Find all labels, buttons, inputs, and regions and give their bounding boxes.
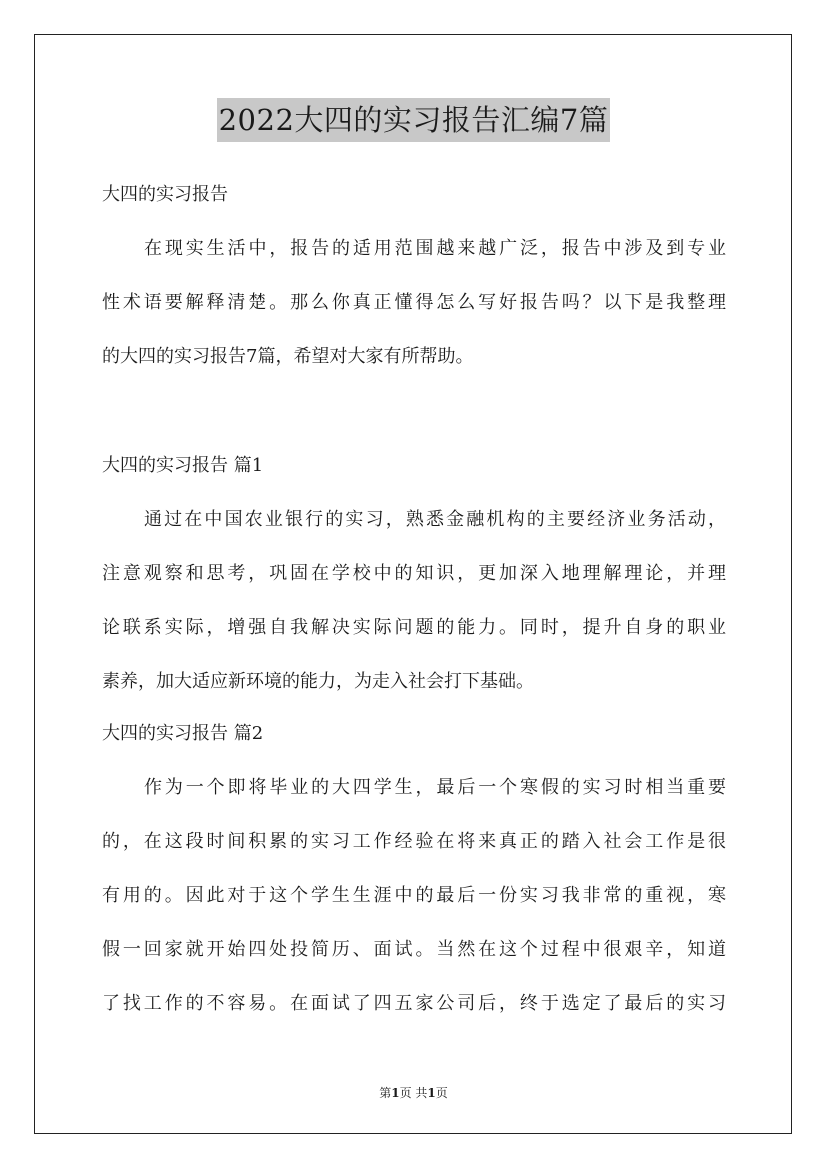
paragraph-line: 性术语要解释清楚。那么你真正懂得怎么写好报告吗？以下是我整理 (102, 292, 726, 313)
paragraph-line: 注意观察和思考，巩固在学校中的知识，更加深入地理解理论，并理 (102, 563, 726, 584)
paragraph-line: 的，在这段时间积累的实习工作经验在将来真正的踏入社会工作是很 (102, 831, 726, 852)
title-container (0, 98, 827, 142)
paragraph-line: 素养，加大适应新环境的能力，为走入社会打下基础。 (102, 671, 534, 692)
paragraph-line: 的大四的实习报告7篇，希望对大家有所帮助。 (102, 346, 474, 367)
paragraph-line: 在现实生活中，报告的适用范围越来越广泛，报告中涉及到专业 (144, 238, 726, 259)
paragraph-line: 论联系实际，增强自我解决实际问题的能力。同时，提升自身的职业 (102, 617, 726, 638)
paragraph-line: 作为一个即将毕业的大四学生，最后一个寒假的实习时相当重要 (144, 777, 726, 798)
footer-total-pages: 1 (427, 1086, 436, 1100)
paragraph-line: 有用的。因此对于这个学生生涯中的最后一份实习我非常的重视，寒 (102, 885, 726, 906)
footer-mid: 页 共 (399, 1086, 428, 1100)
section-heading: 大四的实习报告 篇1 (102, 455, 264, 476)
paragraph-line: 通过在中国农业银行的实习，熟悉金融机构的主要经济业务活动， (144, 509, 726, 530)
document-title: 2022大四的实习报告汇编7篇 (217, 98, 611, 142)
paragraph-line: 假一回家就开始四处投简历、面试。当然在这个过程中很艰辛，知道 (102, 939, 726, 960)
footer-prefix: 第 (379, 1086, 392, 1100)
footer-page-number: 1 (391, 1086, 400, 1100)
section-heading: 大四的实习报告 篇2 (102, 723, 264, 744)
paragraph-line: 了找工作的不容易。在面试了四五家公司后，终于选定了最后的实习 (102, 993, 726, 1014)
footer-suffix: 页 (435, 1086, 448, 1100)
page-footer (0, 1085, 827, 1101)
section-heading: 大四的实习报告 (102, 184, 228, 205)
